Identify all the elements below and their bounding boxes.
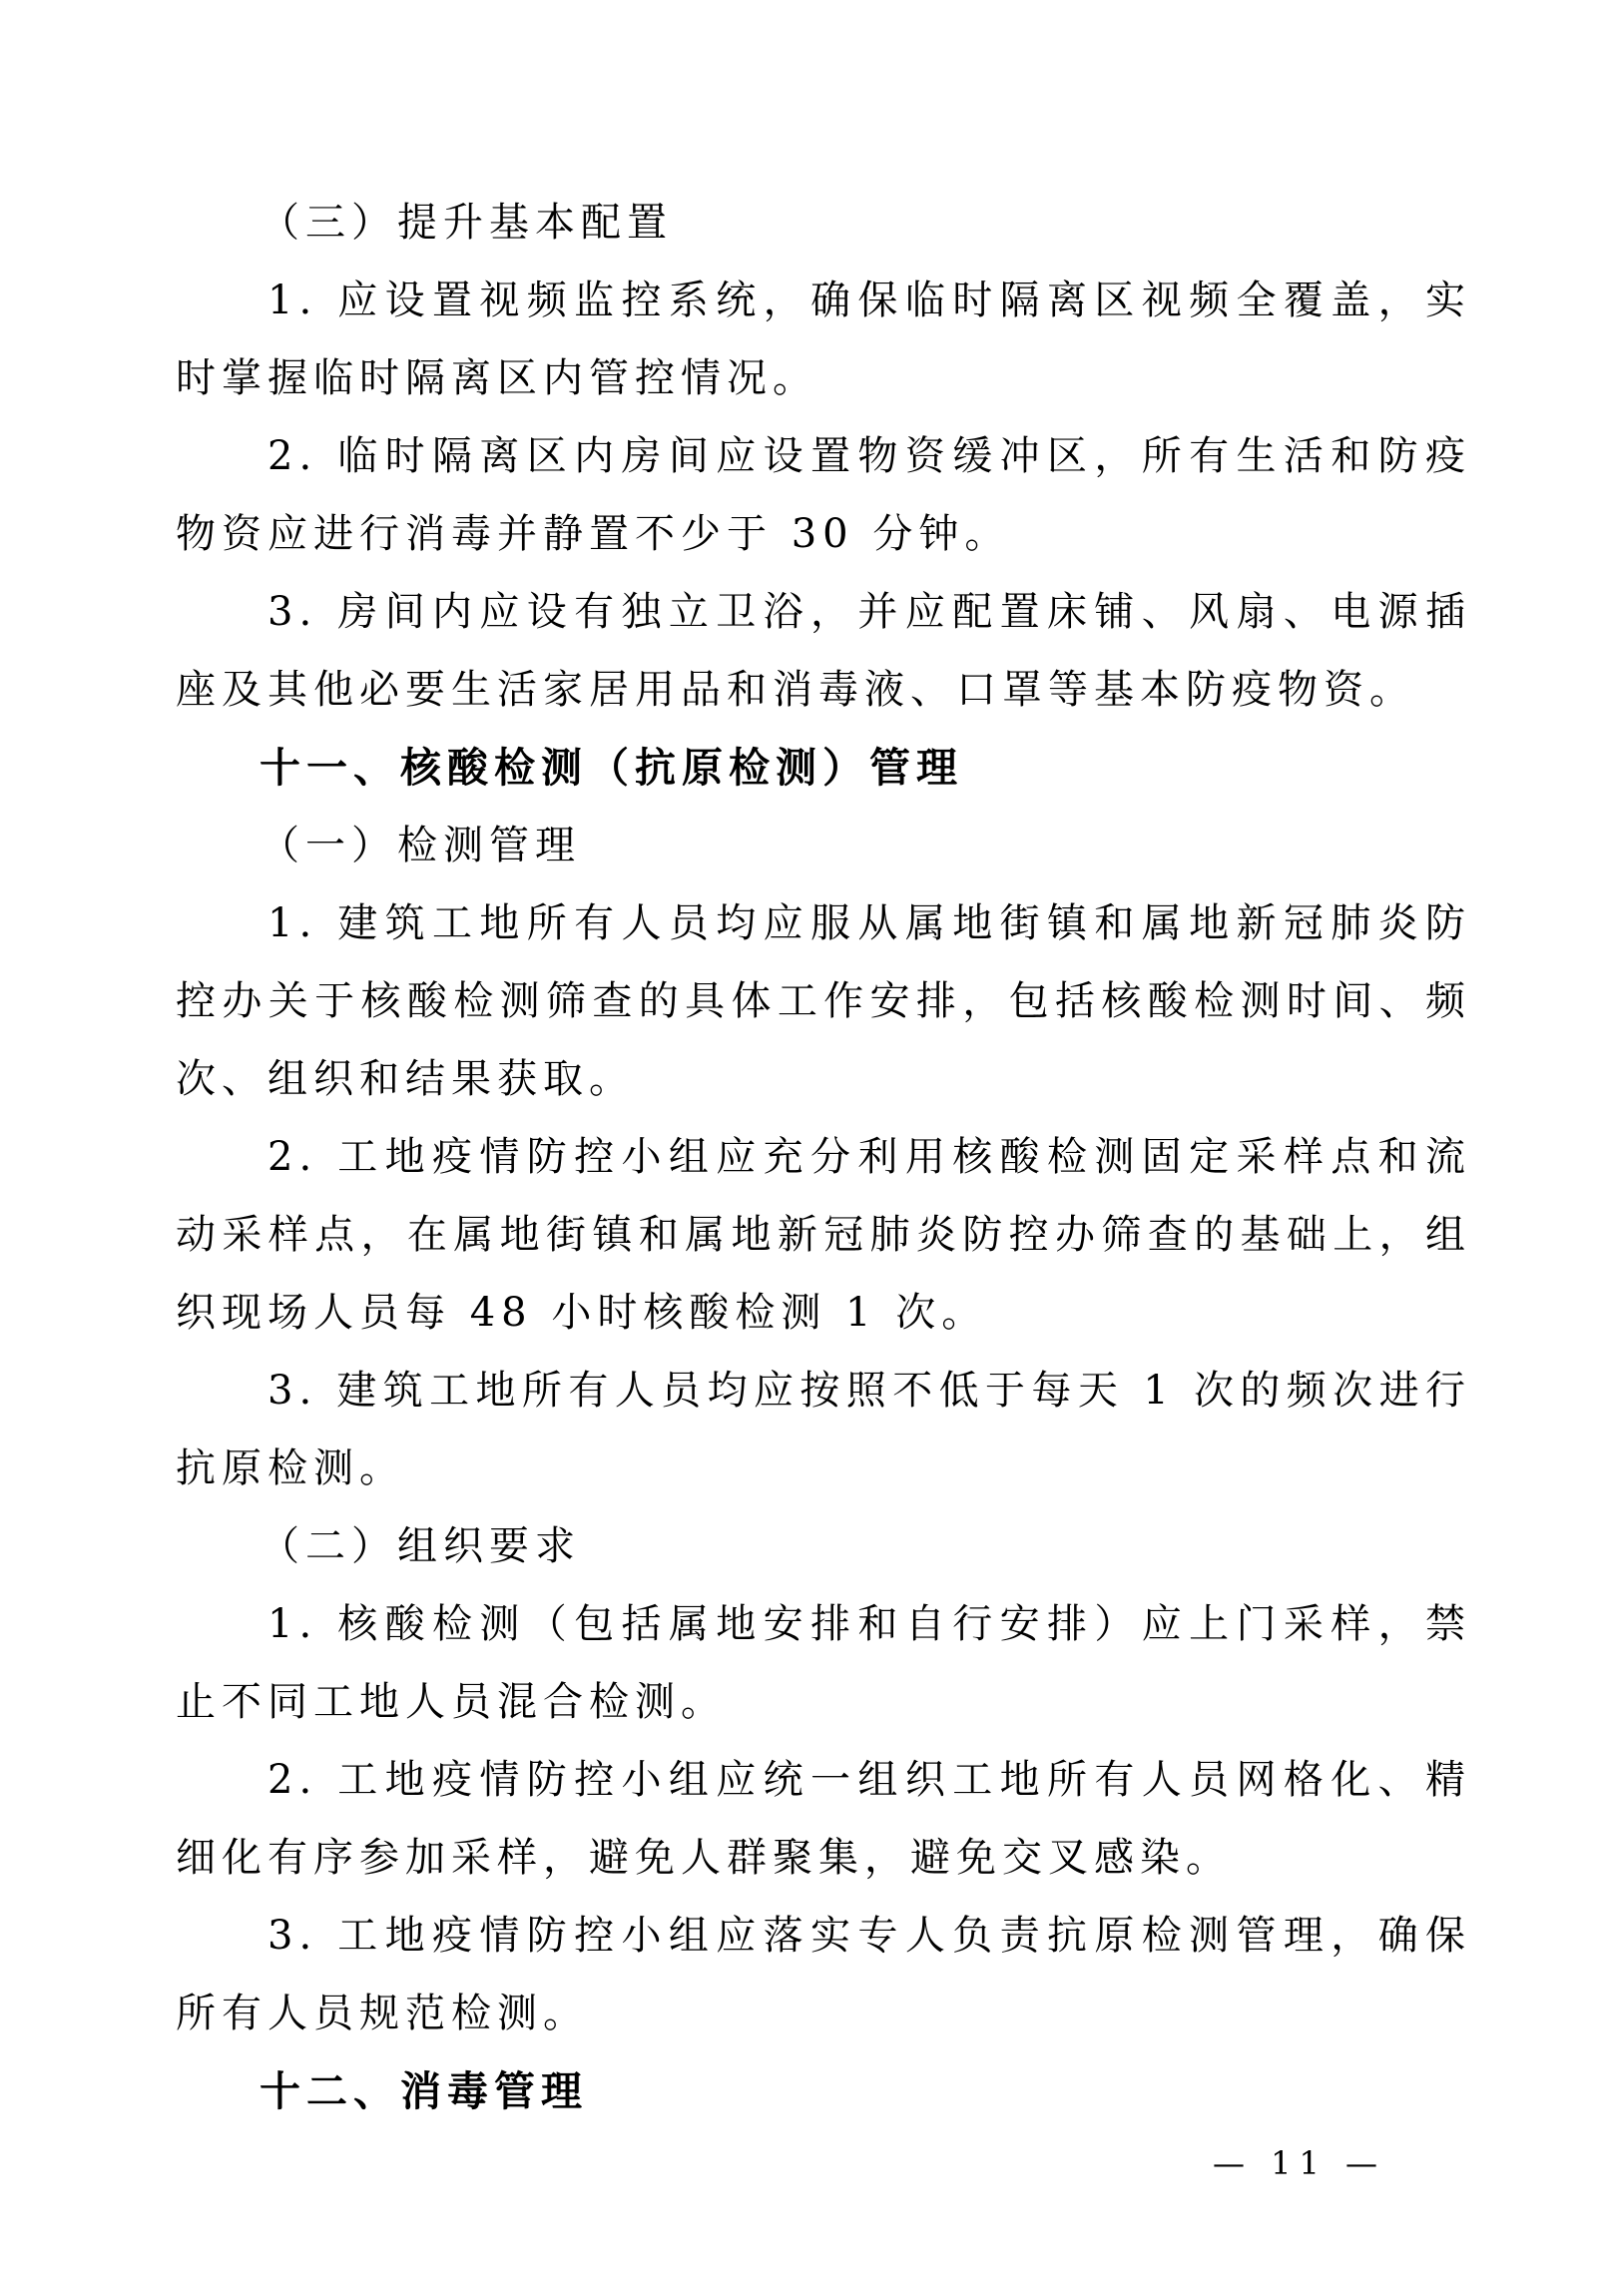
subsection-1-title: （一）检测管理 bbox=[260, 823, 581, 868]
item-2-grid-organization: 2. 工地疫情防控小组应统一组织工地所有人员网格化、精细化有序参加采样，避免人群聚集，避免交叉感染。 bbox=[176, 1757, 1471, 1881]
item-3-room-facilities: 3. 房间内应设有独立卫浴，并应配置床铺、风扇、电源插座及其他必要生活家居用品和消毒液、口罩等基本防疫物资。 bbox=[176, 589, 1471, 713]
item-1-testing-arrangement: 1. 建筑工地所有人员均应服从属地街镇和属地新冠肺炎防控办关于核酸检测筛查的具体工作安排，包括核酸检测时间、频次、组织和结果获取。 bbox=[176, 900, 1471, 1102]
item-3-antigen-frequency: 3. 建筑工地所有人员均应按照不低于每天 1 次的频次进行抗原检测。 bbox=[176, 1368, 1471, 1491]
section-12-title: 十二、消毒管理 bbox=[260, 2067, 588, 2115]
subsection-3-title: （三）提升基本配置 bbox=[260, 200, 673, 246]
subsection-2-title: （二）组织要求 bbox=[260, 1523, 581, 1569]
document-body bbox=[176, 0, 1471, 2130]
page-number-text: — 11 — bbox=[1212, 2144, 1385, 2182]
section-11-title: 十一、核酸检测（抗原检测）管理 bbox=[260, 744, 963, 792]
item-3-antigen-management: 3. 工地疫情防控小组应落实专人负责抗原检测管理，确保所有人员规范检测。 bbox=[176, 1913, 1471, 2036]
page-number bbox=[1213, 2144, 1385, 2182]
item-2-sampling-points: 2. 工地疫情防控小组应充分利用核酸检测固定采样点和流动采样点，在属地街镇和属地新冠肺炎防控办筛查的基础上，组织现场人员每 48 小时核酸检测 1 次。 bbox=[176, 1134, 1471, 1336]
item-1-video-monitoring: 1. 应设置视频监控系统，确保临时隔离区视频全覆盖，实时掌握临时隔离区内管控情况。 bbox=[176, 278, 1471, 401]
item-1-door-to-door-sampling: 1. 核酸检测（包括属地安排和自行安排）应上门采样，禁止不同工地人员混合检测。 bbox=[176, 1601, 1471, 1725]
item-2-buffer-zone: 2. 临时隔离区内房间应设置物资缓冲区，所有生活和防疫物资应进行消毒并静置不少于 30 分钟。 bbox=[176, 433, 1471, 557]
